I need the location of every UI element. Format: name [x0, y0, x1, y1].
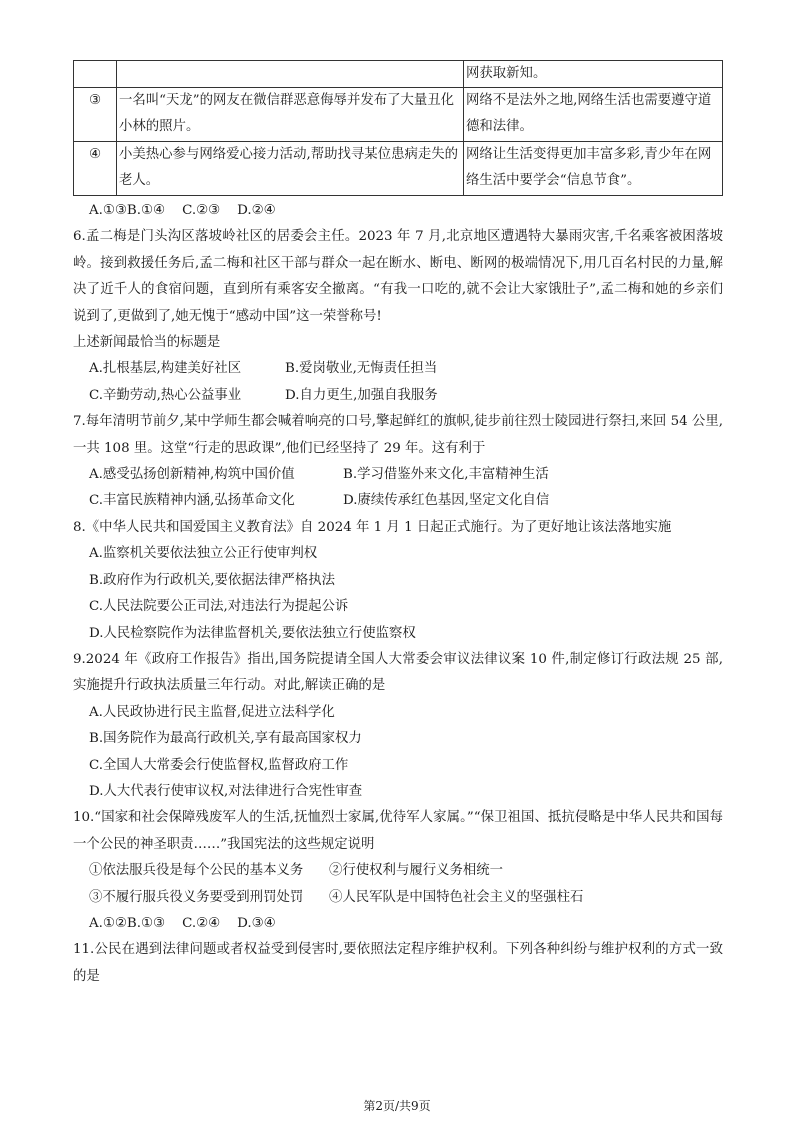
case-table: [73, 60, 723, 196]
table-row: [74, 88, 723, 142]
option-c: C.全国人大常委会行使监督权,监督政府工作: [89, 757, 349, 773]
row-number: ③: [74, 88, 117, 142]
questions: [73, 198, 723, 990]
q10-stem: 10.“国家和社会保障残废军人的生活,抚恤烈士家属,优待军人家属。”“保卫祖国、抵抗侵略是中华人民共和国每一个公民的神圣职责……”我国宪法的这些规定说明: [73, 810, 723, 852]
q6-stem: 6.孟二梅是门头沟区落坡岭社区的居委会主任。2023 年 7 月,北京地区遭遇特大暴雨灾害,千名乘客被困落坡岭。接到救援任务后,孟二梅和社区干部与群众一起在断水、断电、断网的极端情况下,用几百名村民的力量,解决了近千人的食宿问题，直到所有乘客安全撤离。“有我一口吃的,就不会让大家饿肚子”,孟二梅和她的乡亲们说到了,更做到了,她无愧于“感动中国”这一荣誉称号!: [73, 229, 723, 324]
option-a: A.感受弘扬创新精神,构筑中国价值: [89, 467, 295, 483]
option-c: C.人民法院要公正司法,对违法行为提起公诉: [89, 599, 349, 615]
q9-stem: 9.2024 年《政府工作报告》指出,国务院提请全国人大常委会审议法律议案 10 件,制定修订行政法规 25 部,实施提升行政执法质量三年行动。对此,解读正确的是: [73, 651, 723, 694]
page-number: 第2页/共9页: [363, 1099, 431, 1113]
q6-options-row2: [73, 383, 723, 409]
option-b: B.国务院作为最高行政机关,享有最高国家权力: [89, 731, 362, 747]
option-a: A.人民政协进行民主监督,促进立法科学化: [89, 704, 335, 720]
option-b: B.爱岗敬业,无悔责任担当: [285, 361, 438, 377]
table-row: [74, 61, 723, 88]
view-cell: 网获取新知。: [464, 61, 723, 88]
q10-options: A.①②B.①③ C.②④ D.③④: [89, 915, 276, 931]
option-a: A.扎根基层,构建美好社区: [89, 361, 242, 377]
q6-options-row1: [73, 356, 723, 382]
statement-4: ④人民军队是中国特色社会主义的坚强柱石: [329, 889, 584, 905]
option-b: B.学习借鉴外来文化,丰富精神生活: [343, 467, 549, 483]
q7-options-row2: [73, 488, 723, 514]
q10-statements-row2: [73, 885, 723, 911]
statement-2: ②行使权利与履行义务相统一: [329, 863, 504, 879]
option-c: C.丰富民族精神内涵,弘扬革命文化: [89, 493, 295, 509]
q11-stem: 11.公民在遇到法律问题或者权益受到侵害时,要依照法定程序维护权利。下列各种纠纷与维护权利的方式一致的是: [73, 942, 723, 984]
q6-ask: 上述新闻最恰当的标题是: [73, 335, 221, 351]
view-cell: 网络不是法外之地,网络生活也需要遵守道德和法律。: [464, 88, 723, 142]
option-c: C.辛勤劳动,热心公益事业: [89, 387, 242, 403]
row-number: [74, 61, 117, 88]
q7-stem: 7.每年清明节前夕,某中学师生都会喊着响亮的口号,擎起鲜红的旗帜,徒步前往烈士陵园进行祭扫,来回 54 公里,一共 108 里。这堂“行走的思政课”,他们已经坚持了 29 年。这有利于: [73, 414, 723, 456]
event-cell: 一名叫“天龙”的网友在微信群恶意侮辱并发布了大量丑化小林的照片。: [117, 88, 464, 142]
q10-statements-row1: [73, 858, 723, 884]
statement-3: ③不履行服兵役义务要受到刑罚处罚: [89, 889, 304, 905]
option-d: D.人大代表行使审议权,对法律进行合宪性审查: [89, 783, 363, 799]
option-d: D.自力更生,加强自我服务: [285, 387, 438, 403]
row-number: ④: [74, 142, 117, 196]
option-b: B.政府作为行政机关,要依据法律严格执法: [89, 572, 335, 588]
q8-stem: 8.《中华人民共和国爱国主义教育法》自 2024 年 1 月 1 日起正式施行。为了更好地让该法落地实施: [73, 519, 672, 535]
option-d: D.人民检察院作为法律监督机关,要依法独立行使监察权: [89, 625, 416, 641]
option-d: D.赓续传承红色基因,坚定文化自信: [343, 493, 550, 509]
event-cell: [117, 61, 464, 88]
q5-options: A.①③B.①④ C.②③ D.②④: [89, 203, 276, 218]
option-a: A.监察机关要依法独立公正行使审判权: [89, 546, 318, 562]
view-cell: 网络让生活变得更加丰富多彩,青少年在网络生活中要学会“信息节食”。: [464, 142, 723, 196]
event-cell: 小美热心参与网络爱心接力活动,帮助找寻某位患病走失的老人。: [117, 142, 464, 196]
statement-1: ①依法服兵役是每个公民的基本义务: [89, 863, 304, 879]
q7-options-row1: [73, 462, 723, 488]
table-row: [74, 142, 723, 196]
